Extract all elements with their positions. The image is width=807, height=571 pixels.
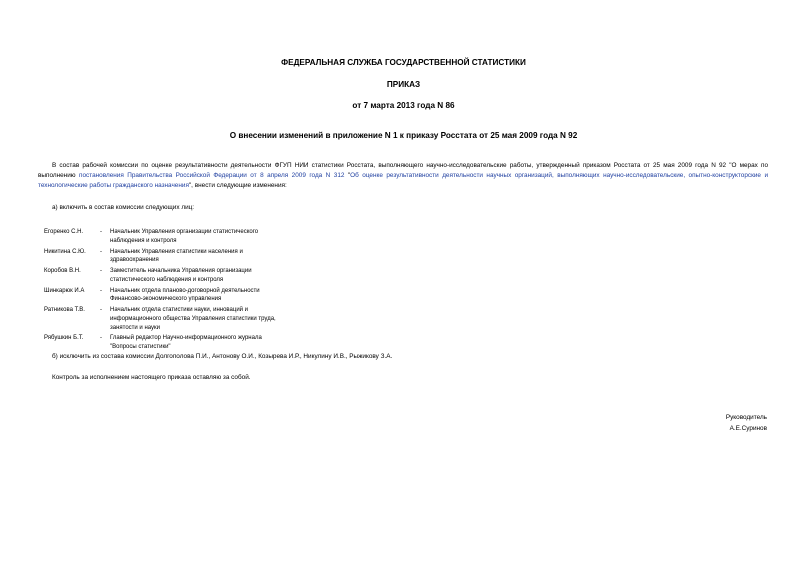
item-a-text: а) включить в состав комиссии следующих лиц: <box>52 204 195 211</box>
member-position: Начальник отдела планово-договорной деятельности Финансово-экономического управления <box>110 287 260 303</box>
paragraph-start-text: В состав рабочей комиссии по оценке результативности деятельности ФГУП НИИ статистики Росстата, выполняющего научно-исследовательские работы, утвержденный приказом Росстата от 25 мая 2009 года N 92 "О мерах по выполнению <box>38 162 768 179</box>
member-name: Никитина С.Ю. <box>44 248 86 255</box>
member-name: Рябушкин Б.Т. <box>44 335 84 342</box>
member-row <box>44 267 304 284</box>
member-dash: - <box>100 248 102 255</box>
member-row <box>44 306 304 332</box>
member-position: Начальник Управления организации статистического наблюдения и контроля <box>110 229 259 244</box>
paragraph-mid-text: " <box>344 172 351 179</box>
member-position: Начальник Управления статистики населения и здравоохранения <box>110 248 243 264</box>
document-date: от 7 марта 2013 года N 86 <box>352 101 455 110</box>
member-name: Шинкарюк И.А <box>44 287 85 294</box>
member-dash: - <box>100 335 102 342</box>
decree-title-link[interactable]: Об оценке результативности деятельности научных организаций, выполняющих научно-исследовательские, опытно-конструкторские и технологические работы гражданского назначения <box>38 172 769 189</box>
member-row <box>44 228 304 245</box>
signatory-title: Руководитель <box>725 414 767 421</box>
document-type: ПРИКАЗ <box>386 80 421 89</box>
member-row <box>44 334 304 351</box>
government-decree-link[interactable]: постановления Правительства Российской Федерации от 8 апреля 2009 года N 312 <box>79 172 345 179</box>
signatory-name: А.Е.Суринов <box>729 425 767 432</box>
member-name: Ратникова Т.В. <box>44 307 85 314</box>
member-row <box>44 287 304 304</box>
paragraph-end-text: ", внести следующие изменения: <box>188 182 287 189</box>
members-list <box>44 228 304 354</box>
agency-title: ФЕДЕРАЛЬНАЯ СЛУЖБА ГОСУДАРСТВЕННОЙ СТАТИСТИКИ <box>281 58 526 67</box>
member-row <box>44 248 304 265</box>
main-paragraph <box>38 161 768 191</box>
item-b-text: б) исключить из состава комиссии Долгополова П.И., Антонову О.И., Козырева И.Р., Никулину И.В., Рыжикову З.А. <box>52 353 393 360</box>
member-name: Коробов В.Н. <box>44 268 81 275</box>
member-dash: - <box>100 307 102 314</box>
member-position: Заместитель начальника Управления организации статистического наблюдения и контроля <box>110 268 252 283</box>
member-dash: - <box>100 287 102 294</box>
member-position: Начальник отдела статистики науки, инноваций и информационного общества Управления статистики труда, занятости и науки <box>110 307 276 331</box>
member-position: Главный редактор Научно-информационного журнала "Вопросы статистики" <box>110 335 262 351</box>
control-statement: Контроль за исполнением настоящего приказа оставляю за собой. <box>52 374 251 381</box>
member-dash: - <box>100 229 102 235</box>
document-subject: О внесении изменений в приложение N 1 к приказу Росстата от 25 мая 2009 года N 92 <box>229 131 578 140</box>
member-dash: - <box>100 268 102 275</box>
member-name: Егоренко С.Н. <box>44 229 84 235</box>
